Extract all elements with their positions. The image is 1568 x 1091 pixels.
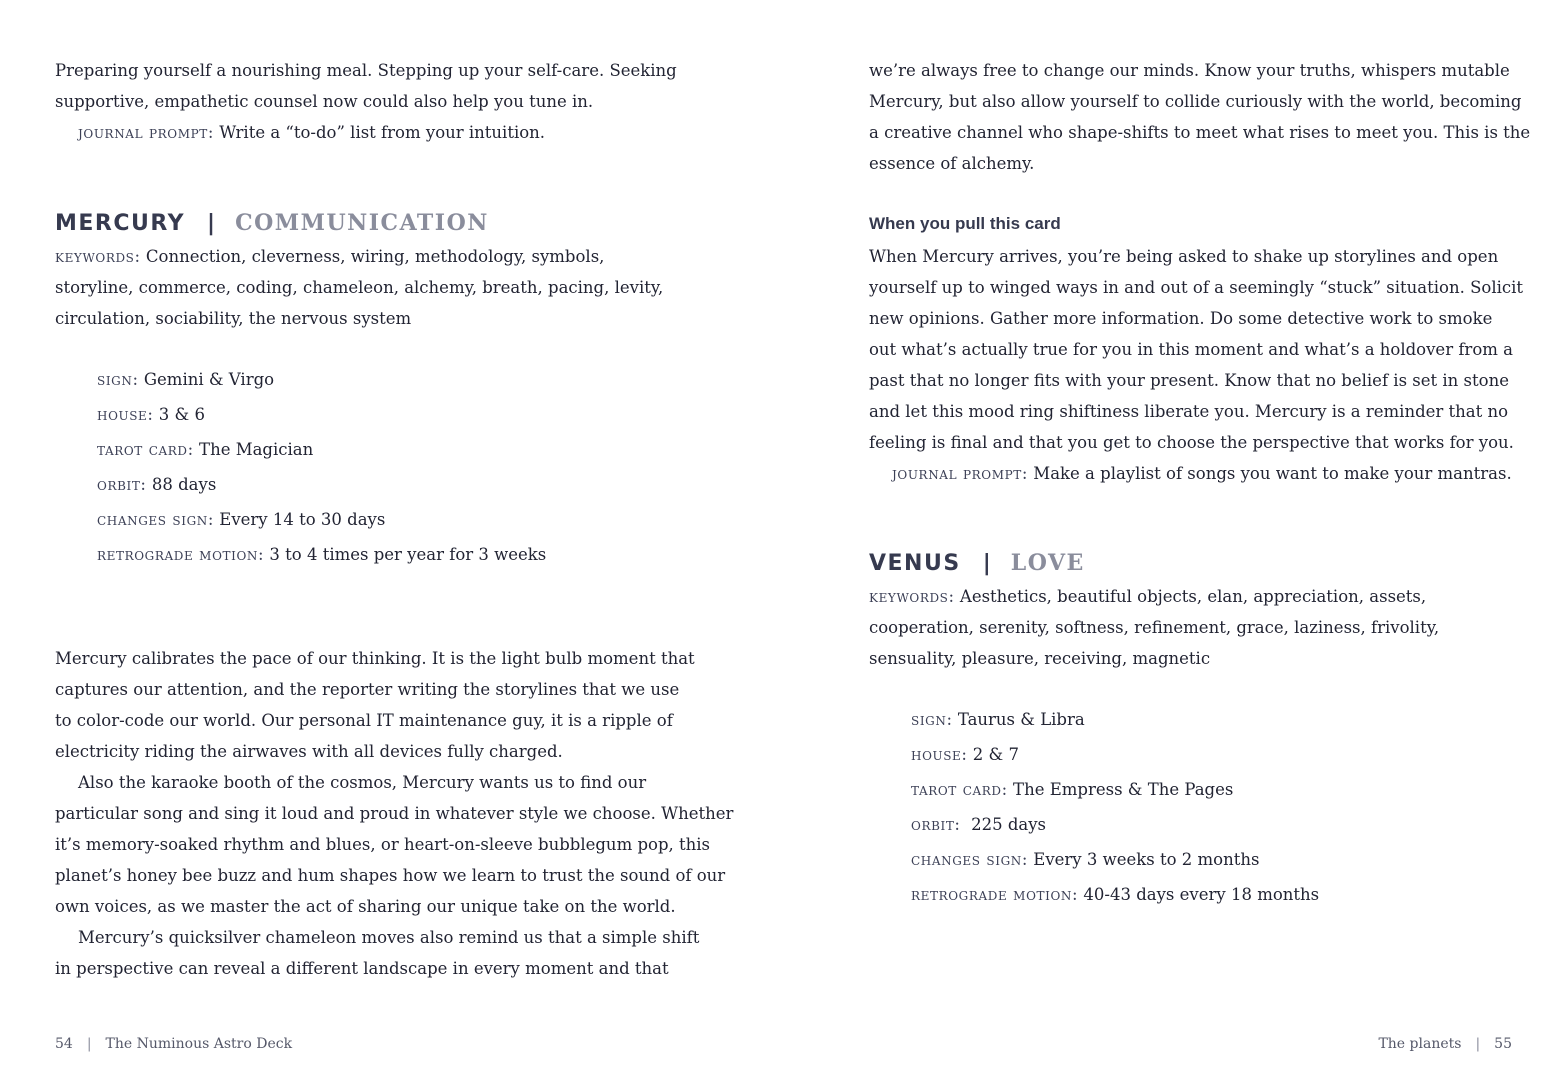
text-line: Also the karaoke booth of the cosmos, Mercury wants us to find our	[78, 773, 647, 792]
text-line: Mercury’s quicksilver chameleon moves also remind us that a simple shift	[78, 928, 700, 947]
fact-retrograde-motion	[97, 540, 546, 575]
fact-sign	[97, 365, 546, 400]
fact-retrograde-motion	[911, 880, 1319, 915]
text-line: electricity riding the airwaves with all devices fully charged.	[55, 742, 563, 761]
fact-value: Every 14 to 30 days	[214, 510, 386, 529]
right-footer	[1378, 1033, 1512, 1055]
fact-house	[911, 740, 1319, 775]
fact-value: 3 & 6	[153, 405, 205, 424]
pull-card-heading: When you pull this card	[869, 214, 1061, 233]
pull-card-paragraph	[869, 241, 1523, 489]
keywords-line: storyline, commerce, coding, chameleon, alchemy, breath, pacing, levity,	[55, 278, 664, 297]
journal-prompt-label: journal prompt:	[78, 123, 215, 142]
page-number: 54	[55, 1036, 73, 1052]
fact-label: tarot card:	[97, 440, 194, 459]
keywords-line: circulation, sociability, the nervous system	[55, 309, 412, 328]
text-line: a creative channel who shape-shifts to meet what rises to meet you. This is the	[869, 123, 1531, 142]
text-line: Mercury calibrates the pace of our thinking. It is the light bulb moment that	[55, 649, 695, 668]
fact-label: changes sign:	[911, 850, 1029, 869]
fact-label: sign:	[97, 370, 139, 389]
journal-prompt-label: journal prompt:	[892, 464, 1029, 483]
keywords-line	[55, 241, 663, 272]
text-line: captures our attention, and the reporter writing the storylines that we use	[55, 680, 680, 699]
keywords-line: sensuality, pleasure, receiving, magnetic	[869, 649, 1211, 668]
fact-value: Taurus & Libra	[952, 710, 1085, 729]
fact-value: 225 days	[960, 815, 1047, 834]
keywords-label: keywords:	[55, 247, 141, 266]
journal-prompt-text: Make a playlist of songs you want to make your mantras.	[1028, 464, 1512, 483]
section-title: The planets	[1378, 1036, 1462, 1052]
fact-value: 2 & 7	[967, 745, 1019, 764]
left-footer	[55, 1033, 292, 1055]
mercury-body	[55, 643, 733, 984]
keywords-text: Aesthetics, beautiful objects, elan, appreciation, assets,	[954, 587, 1427, 606]
planet-theme: LOVE	[1010, 550, 1085, 576]
planet-theme: COMMUNICATION	[235, 210, 489, 236]
fact-label: changes sign:	[97, 510, 215, 529]
keywords-line: cooperation, serenity, softness, refinement, grace, laziness, frivolity,	[869, 618, 1440, 637]
text-line: yourself up to winged ways in and out of a seemingly “stuck” situation. Solicit	[869, 278, 1524, 297]
fact-tarot-card	[97, 435, 546, 470]
text-line: Preparing yourself a nourishing meal. Stepping up your self-care. Seeking	[55, 61, 677, 80]
text-line: supportive, empathetic counsel now could also help you tune in.	[55, 92, 594, 111]
text-line: new opinions. Gather more information. Do some detective work to smoke	[869, 309, 1493, 328]
fact-label: house:	[911, 745, 968, 764]
book-title: The Numinous Astro Deck	[105, 1036, 293, 1052]
journal-prompt	[55, 117, 677, 148]
heading-separator: |	[982, 551, 991, 576]
right-page	[784, 0, 1568, 1091]
footer-separator: |	[86, 1036, 92, 1052]
fact-value: The Empress & The Pages	[1007, 780, 1234, 799]
fact-label: retrograde motion:	[97, 545, 265, 564]
venus-facts-list	[911, 705, 1319, 915]
text-line: in perspective can reveal a different landscape in every moment and that	[55, 959, 669, 978]
intro-paragraph	[55, 55, 677, 148]
fact-house	[97, 400, 546, 435]
footer-separator: |	[1475, 1036, 1481, 1052]
fact-value: 88 days	[146, 475, 217, 494]
fact-sign	[911, 705, 1319, 740]
fact-value: 3 to 4 times per year for 3 weeks	[264, 545, 547, 564]
fact-orbit	[911, 810, 1319, 845]
text-line: Mercury, but also allow yourself to collide curiously with the world, becoming	[869, 92, 1522, 111]
mercury-facts-list	[97, 365, 546, 575]
fact-value: Every 3 weeks to 2 months	[1028, 850, 1260, 869]
mercury-continued	[869, 55, 1530, 179]
keywords-text: Connection, cleverness, wiring, methodology, symbols,	[140, 247, 605, 266]
fact-label: tarot card:	[911, 780, 1008, 799]
fact-value: The Magician	[193, 440, 314, 459]
fact-value: 40-43 days every 18 months	[1078, 885, 1320, 904]
text-line: it’s memory-soaked rhythm and blues, or heart-on-sleeve bubblegum pop, this	[55, 835, 711, 854]
text-line: and let this mood ring shiftiness liberate you. Mercury is a reminder that no	[869, 402, 1509, 421]
heading-separator: |	[207, 211, 216, 236]
venus-keywords	[869, 581, 1439, 674]
keywords-line	[869, 581, 1439, 612]
fact-orbit	[97, 470, 546, 505]
text-line: to color-code our world. Our personal IT maintenance guy, it is a ripple of	[55, 711, 673, 730]
page-number: 55	[1494, 1036, 1512, 1052]
venus-heading	[869, 548, 1085, 579]
text-line: essence of alchemy.	[869, 154, 1035, 173]
text-line: When Mercury arrives, you’re being asked to shake up storylines and open	[869, 247, 1499, 266]
fact-label: orbit:	[911, 815, 961, 834]
fact-changes-sign	[911, 845, 1319, 880]
planet-name: VENUS	[869, 551, 961, 576]
fact-label: retrograde motion:	[911, 885, 1079, 904]
mercury-keywords	[55, 241, 663, 334]
fact-label: sign:	[911, 710, 953, 729]
fact-label: house:	[97, 405, 154, 424]
planet-name: MERCURY	[55, 211, 186, 236]
fact-changes-sign	[97, 505, 546, 540]
text-line: out what’s actually true for you in this moment and what’s a holdover from a	[869, 340, 1513, 359]
text-line: planet’s honey bee buzz and hum shapes how we learn to trust the sound of our	[55, 866, 726, 885]
fact-label: orbit:	[97, 475, 147, 494]
journal-prompt-text: Write a “to-do” list from your intuition.	[214, 123, 546, 142]
text-line: past that no longer fits with your present. Know that no belief is set in stone	[869, 371, 1509, 390]
keywords-label: keywords:	[869, 587, 955, 606]
mercury-heading	[55, 208, 489, 239]
text-line: own voices, as we master the act of sharing our unique take on the world.	[55, 897, 676, 916]
text-line: particular song and sing it loud and proud in whatever style we choose. Whether	[55, 804, 734, 823]
fact-value: Gemini & Virgo	[138, 370, 275, 389]
journal-prompt	[869, 458, 1523, 489]
fact-tarot-card	[911, 775, 1319, 810]
text-line: we’re always free to change our minds. Know your truths, whispers mutable	[869, 61, 1510, 80]
text-line: feeling is final and that you get to choose the perspective that works for you.	[869, 433, 1514, 452]
